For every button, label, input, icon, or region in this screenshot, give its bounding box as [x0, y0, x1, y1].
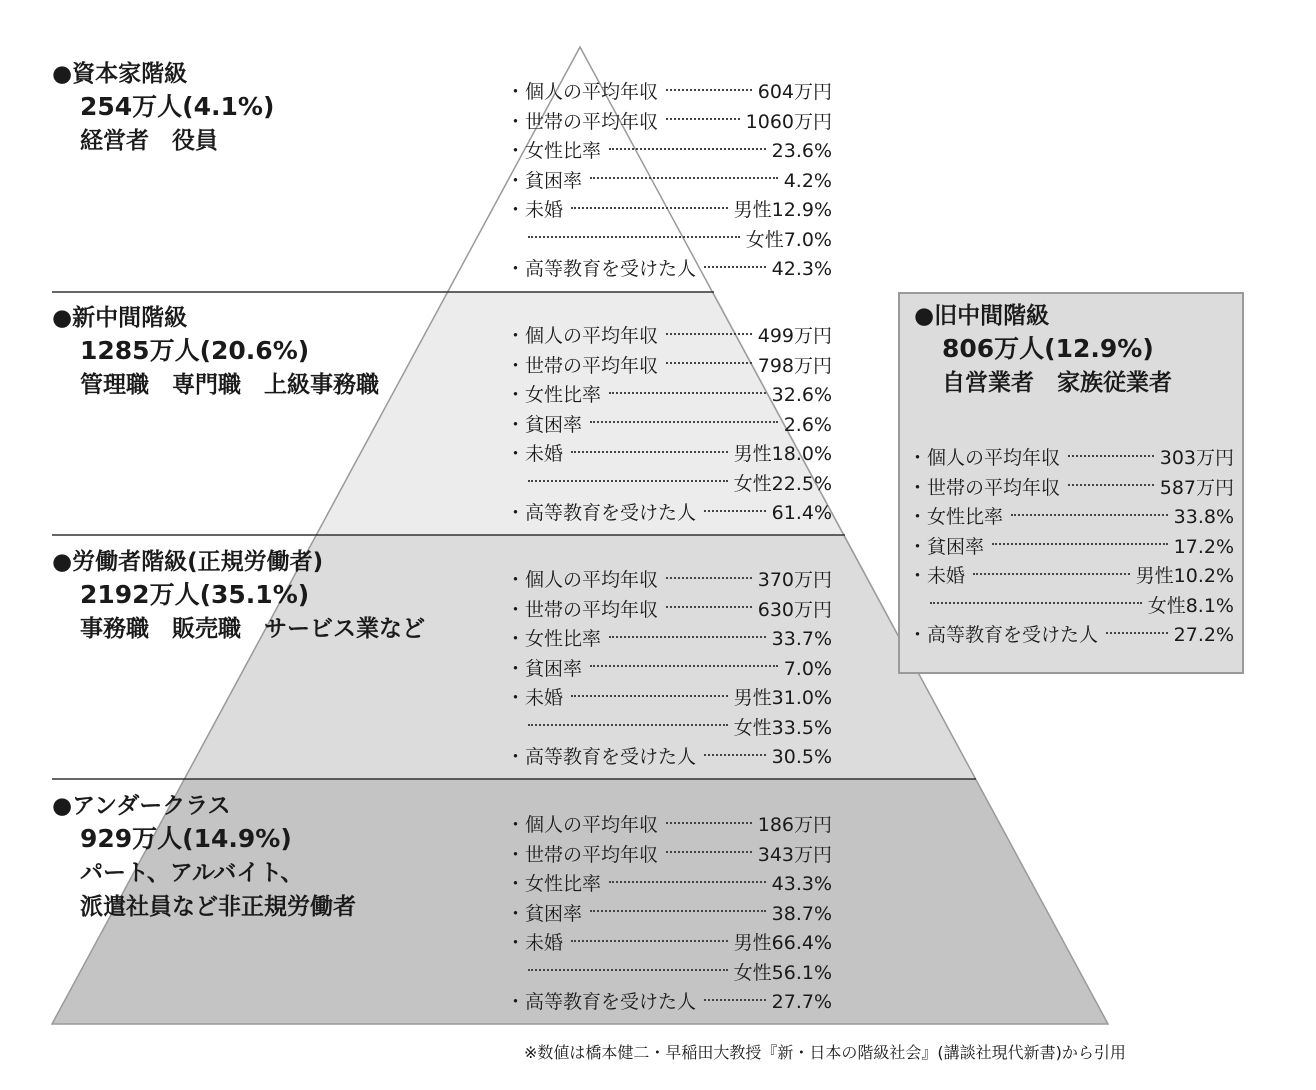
stat-value: 女性33.5%	[733, 716, 832, 739]
stat-unmarried-male	[506, 440, 832, 470]
stat-label: ・未婚	[506, 687, 564, 709]
stat-value: 女性56.1%	[733, 961, 832, 984]
class-name: ●アンダークラス	[52, 793, 231, 819]
stat-household-income	[506, 108, 832, 138]
stat-label: ・未婚	[506, 932, 564, 954]
stat-label: ・貧困率	[506, 169, 583, 192]
stat-label: ・未婚	[506, 199, 564, 221]
stat-value: 23.6%	[771, 140, 832, 162]
stats-old-middle	[908, 444, 1234, 651]
stat-value: 499万円	[757, 325, 832, 347]
stat-personal-income	[506, 811, 832, 841]
class-block-new-middle	[52, 302, 379, 402]
dot-leader	[666, 822, 752, 824]
dot-leader	[666, 577, 752, 579]
stat-label: ・個人の平均年収	[506, 814, 659, 836]
stat-label: ・世帯の平均年収	[506, 843, 659, 866]
stat-poverty-rate	[506, 655, 832, 685]
stat-value: 33.7%	[771, 628, 832, 650]
stat-value: 303万円	[1159, 447, 1234, 469]
stat-unmarried-female	[506, 226, 832, 256]
dot-leader	[528, 969, 728, 971]
stat-value: 27.2%	[1173, 624, 1234, 646]
dot-leader	[590, 910, 766, 912]
old-middle-class-box	[898, 292, 1244, 674]
stat-value: 186万円	[757, 814, 832, 836]
dot-leader	[590, 177, 778, 179]
stat-label: ・高等教育を受けた人	[506, 991, 697, 1013]
stat-personal-income	[506, 78, 832, 108]
dot-leader	[992, 543, 1168, 545]
stat-personal-income	[506, 322, 832, 352]
stat-higher-education	[506, 499, 832, 529]
stat-value: 343万円	[757, 843, 832, 866]
dot-leader	[1106, 632, 1168, 634]
stat-value: 4.2%	[783, 169, 832, 192]
stat-value: 男性12.9%	[733, 199, 832, 221]
stat-label: ・高等教育を受けた人	[908, 624, 1099, 646]
dot-leader	[666, 851, 752, 853]
class-occupations: 派遣社員など非正規労働者	[80, 894, 356, 920]
stat-household-income	[506, 596, 832, 626]
stats-capitalist	[506, 78, 832, 285]
stat-label: ・女性比率	[506, 384, 602, 406]
stat-value: 男性18.0%	[733, 443, 832, 465]
stat-household-income	[506, 841, 832, 871]
stat-poverty-rate	[506, 411, 832, 441]
stat-value: 2.6%	[783, 413, 832, 436]
stat-label: ・女性比率	[908, 506, 1004, 528]
stat-female-ratio	[506, 137, 832, 167]
source-footnote: ※数値は橋本健二・早稲田大教授『新・日本の階級社会』(講談社現代新書)から引用	[524, 1043, 1126, 1062]
stat-value: 587万円	[1159, 476, 1234, 499]
stat-label: ・女性比率	[506, 873, 602, 895]
stat-unmarried-female	[506, 470, 832, 500]
dot-leader	[973, 573, 1130, 575]
class-occupations: 経営者 役員	[80, 128, 218, 154]
stats-working	[506, 566, 832, 773]
class-block-capitalist	[52, 58, 274, 158]
stat-female-ratio	[506, 870, 832, 900]
stat-label: ・未婚	[506, 443, 564, 465]
stat-higher-education	[506, 988, 832, 1018]
dot-leader	[609, 636, 766, 638]
stat-label: ・個人の平均年収	[506, 81, 659, 103]
stat-label: ・貧困率	[506, 657, 583, 680]
class-name: ●労働者階級(正規労働者)	[52, 549, 324, 575]
stat-label: ・未婚	[908, 565, 966, 587]
dot-leader	[571, 695, 728, 697]
stat-value: 30.5%	[771, 746, 832, 768]
class-occupations: パート、アルバイト、	[80, 860, 304, 886]
dot-leader	[666, 89, 752, 91]
stat-value: 27.7%	[771, 991, 832, 1013]
stat-label: ・世帯の平均年収	[908, 476, 1061, 499]
stat-household-income	[908, 474, 1234, 504]
stat-label: ・個人の平均年収	[908, 447, 1061, 469]
stat-value: 42.3%	[771, 258, 832, 280]
stats-new-middle	[506, 322, 832, 529]
stat-value: 33.8%	[1173, 506, 1234, 528]
dot-leader	[609, 881, 766, 883]
stat-label: ・女性比率	[506, 628, 602, 650]
stat-value: 798万円	[757, 354, 832, 377]
stat-label: ・個人の平均年収	[506, 569, 659, 591]
stat-value: 604万円	[757, 81, 832, 103]
dot-leader	[590, 665, 778, 667]
dot-leader	[528, 480, 728, 482]
class-block-working	[52, 546, 425, 646]
stat-unmarried-female	[908, 592, 1234, 622]
class-population: 806万人(12.9%)	[942, 334, 1154, 363]
stat-label: ・貧困率	[506, 902, 583, 925]
stat-unmarried-male	[506, 196, 832, 226]
stat-unmarried-female	[506, 714, 832, 744]
stat-label: ・世帯の平均年収	[506, 598, 659, 621]
class-occupations: 事務職 販売職 サービス業など	[80, 616, 425, 642]
class-name: ●旧中間階級	[914, 303, 1050, 329]
stat-value: 630万円	[757, 598, 832, 621]
dot-leader	[571, 940, 728, 942]
stat-value: 女性7.0%	[745, 228, 832, 251]
dot-leader	[704, 999, 766, 1001]
stat-label: ・高等教育を受けた人	[506, 502, 697, 524]
stat-value: 61.4%	[771, 502, 832, 524]
stat-value: 男性66.4%	[733, 932, 832, 954]
stat-label: ・貧困率	[908, 535, 985, 558]
stat-higher-education	[908, 621, 1234, 651]
stat-value: 38.7%	[771, 902, 832, 925]
stat-value: 男性10.2%	[1135, 565, 1234, 587]
dot-leader	[666, 362, 752, 364]
dot-leader	[666, 333, 752, 335]
dot-leader	[609, 148, 766, 150]
dot-leader	[571, 451, 728, 453]
dot-leader	[666, 606, 752, 608]
class-occupations: 自営業者 家族従業者	[942, 370, 1172, 396]
stat-female-ratio	[908, 503, 1234, 533]
dot-leader	[528, 236, 740, 238]
stat-label: ・世帯の平均年収	[506, 110, 659, 133]
stat-value: 7.0%	[783, 657, 832, 680]
dot-leader	[1068, 455, 1154, 457]
class-occupations: 管理職 専門職 上級事務職	[80, 372, 379, 398]
class-block-old-middle	[914, 300, 1172, 400]
class-population: 929万人(14.9%)	[80, 824, 292, 853]
class-block-underclass	[52, 790, 356, 924]
dot-leader	[704, 510, 766, 512]
stat-unmarried-male	[506, 684, 832, 714]
stat-unmarried-female	[506, 959, 832, 989]
stat-poverty-rate	[506, 900, 832, 930]
stat-poverty-rate	[506, 167, 832, 197]
stat-value: 32.6%	[771, 384, 832, 406]
stat-value: 女性8.1%	[1147, 594, 1234, 617]
stat-female-ratio	[506, 381, 832, 411]
dot-leader	[528, 724, 728, 726]
dot-leader	[666, 118, 740, 120]
class-population: 254万人(4.1%)	[80, 92, 275, 121]
stat-value: 男性31.0%	[733, 687, 832, 709]
dot-leader	[1068, 484, 1154, 486]
class-name: ●資本家階級	[52, 61, 188, 87]
class-name: ●新中間階級	[52, 305, 188, 331]
dot-leader	[1011, 514, 1168, 516]
stat-label: ・貧困率	[506, 413, 583, 436]
stat-label: ・個人の平均年収	[506, 325, 659, 347]
stat-household-income	[506, 352, 832, 382]
stat-label: ・高等教育を受けた人	[506, 258, 697, 280]
dot-leader	[930, 602, 1142, 604]
stat-value: 370万円	[757, 569, 832, 591]
stat-unmarried-male	[908, 562, 1234, 592]
stat-unmarried-male	[506, 929, 832, 959]
dot-leader	[571, 207, 728, 209]
dot-leader	[704, 754, 766, 756]
stat-value: 女性22.5%	[733, 472, 832, 495]
class-population: 1285万人(20.6%)	[80, 336, 310, 365]
stat-female-ratio	[506, 625, 832, 655]
stat-label: ・高等教育を受けた人	[506, 746, 697, 768]
stats-underclass	[506, 811, 832, 1018]
dot-leader	[590, 421, 778, 423]
stat-value: 1060万円	[745, 110, 832, 133]
stat-personal-income	[908, 444, 1234, 474]
stat-label: ・世帯の平均年収	[506, 354, 659, 377]
dot-leader	[609, 392, 766, 394]
stat-personal-income	[506, 566, 832, 596]
stat-poverty-rate	[908, 533, 1234, 563]
stat-higher-education	[506, 743, 832, 773]
stat-value: 43.3%	[771, 873, 832, 895]
class-population: 2192万人(35.1%)	[80, 580, 310, 609]
dot-leader	[704, 266, 766, 268]
stat-label: ・女性比率	[506, 140, 602, 162]
stat-higher-education	[506, 255, 832, 285]
stat-value: 17.2%	[1173, 535, 1234, 558]
